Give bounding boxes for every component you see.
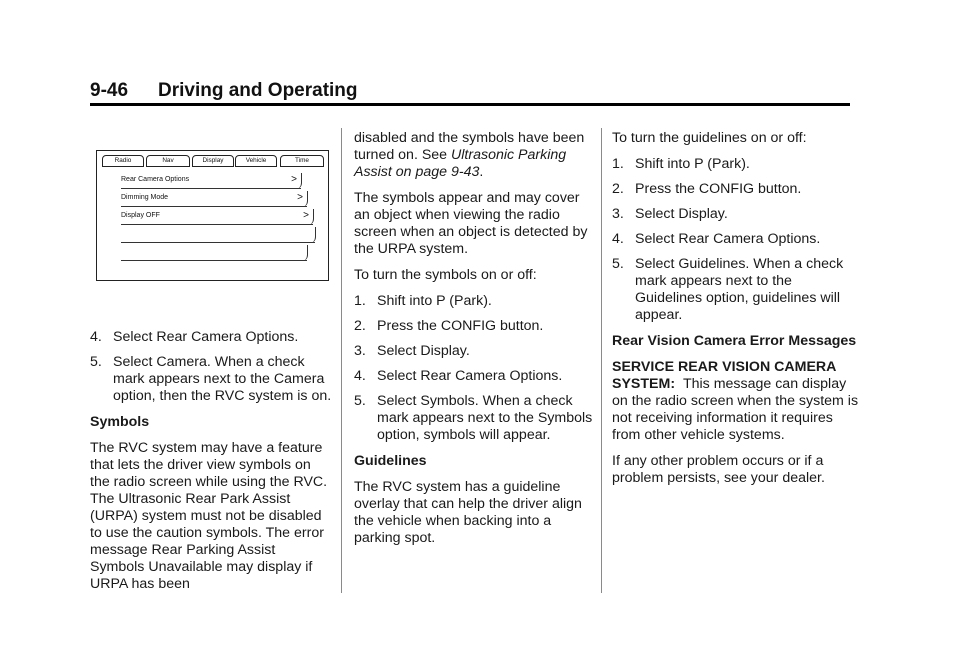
error-heading: Rear Vision Camera Error Messages: [612, 333, 857, 349]
chevron-right-icon: >: [303, 210, 309, 221]
guidelines-paragraph: The RVC system has a guideline overlay that can help the driver align the vehicle when backing into a parking spot.: [354, 479, 582, 546]
column-2: [354, 130, 596, 556]
error-paragraph: SERVICE REAR VISION CAMERA SYSTEM: This message can display on the radio screen when the system is not receiving information it requires from other vehicle systems.: [612, 359, 859, 443]
section-number: 9-46: [90, 80, 129, 101]
list-item: 1. Shift into P (Park).: [612, 156, 750, 172]
menu-item-rear-camera-options: [121, 172, 301, 189]
list-item: 3. Select Display.: [354, 343, 470, 359]
chevron-right-icon: >: [291, 174, 297, 185]
list-item: 4. Select Rear Camera Options.: [612, 231, 821, 247]
list-item: 2. Press the CONFIG button.: [612, 181, 802, 197]
menu-empty-row: [121, 242, 315, 243]
dealer-paragraph: If any other problem occurs or if a problem persists, see your dealer.: [612, 453, 825, 486]
column-3: [612, 130, 862, 496]
symbols-steps: [354, 293, 596, 444]
menu-item-dimming-mode: [121, 190, 307, 207]
menu-item-label: Display OFF: [121, 212, 160, 219]
menu-item-label: Rear Camera Options: [121, 176, 190, 183]
page-reference-link[interactable]: Ultrasonic Parking Assist on page 9-43: [354, 147, 567, 180]
column-divider-2: [601, 128, 602, 593]
error-label: SERVICE REAR VISION CAMERA SYSTEM:: [612, 359, 836, 392]
tab-radio: Radio: [102, 155, 144, 167]
tab-nav: Nav: [146, 155, 190, 167]
menu-empty-row: [121, 260, 307, 261]
screen-curve: [299, 191, 308, 207]
column-1: [90, 128, 332, 602]
screen-tabs: [102, 155, 324, 167]
tab-display: Display: [192, 155, 234, 167]
config-screen-illustration: [96, 150, 329, 281]
guidelines-intro: To turn the guidelines on or off:: [612, 130, 807, 146]
screen-curve: [293, 173, 302, 189]
page-header: [90, 80, 850, 102]
list-item: 3. Select Display.: [612, 206, 728, 222]
column-divider-1: [341, 128, 342, 593]
screen-curve: [305, 209, 314, 225]
guidelines-heading: Guidelines: [354, 453, 427, 469]
continued-paragraph: disabled and the symbols have been turned on. See Ultrasonic Parking Assist on page 9-43.: [354, 130, 585, 180]
camera-steps: [90, 329, 332, 405]
list-item: 5. Select Guidelines. When a check mark appears next to the Guidelines option, guidelines will appear.: [612, 256, 844, 323]
menu-item-display-off: [121, 208, 313, 225]
screen-curve: [307, 227, 316, 243]
menu-item-label: Dimming Mode: [121, 194, 169, 201]
guidelines-steps: [612, 156, 862, 324]
screen-curve: [299, 245, 308, 261]
list-item: 2. Press the CONFIG button.: [354, 318, 544, 334]
list-item: 5. Select Symbols. When a check mark appears next to the Symbols option, symbols will appear.: [354, 393, 593, 443]
section-title: Driving and Operating: [158, 80, 358, 101]
chevron-right-icon: >: [297, 192, 303, 203]
list-item: 4. Select Rear Camera Options.: [354, 368, 563, 384]
tab-vehicle: Vehicle: [235, 155, 277, 167]
list-item: 1. Shift into P (Park).: [354, 293, 492, 309]
symbols-intro: To turn the symbols on or off:: [354, 267, 537, 283]
cover-paragraph: The symbols appear and may cover an object when viewing the radio screen when an object is detected by the URPA system.: [354, 190, 588, 257]
list-item: 5. Select Camera. When a check mark appears next to the Camera option, then the RVC system is on.: [90, 354, 332, 404]
symbols-heading: Symbols: [90, 414, 150, 430]
tab-time: Time: [280, 155, 324, 167]
symbols-paragraph: The RVC system may have a feature that lets the driver view symbols on the radio screen while using the RVC. The Ultrasonic Rear Park Assist (URPA) system must not be disabled to use the caution symbols. The error message Rear Parking Assist Symbols Unavailable may display if URPA has been: [90, 440, 328, 592]
header-rule: [90, 103, 850, 106]
list-item: 4. Select Rear Camera Options.: [90, 329, 299, 345]
